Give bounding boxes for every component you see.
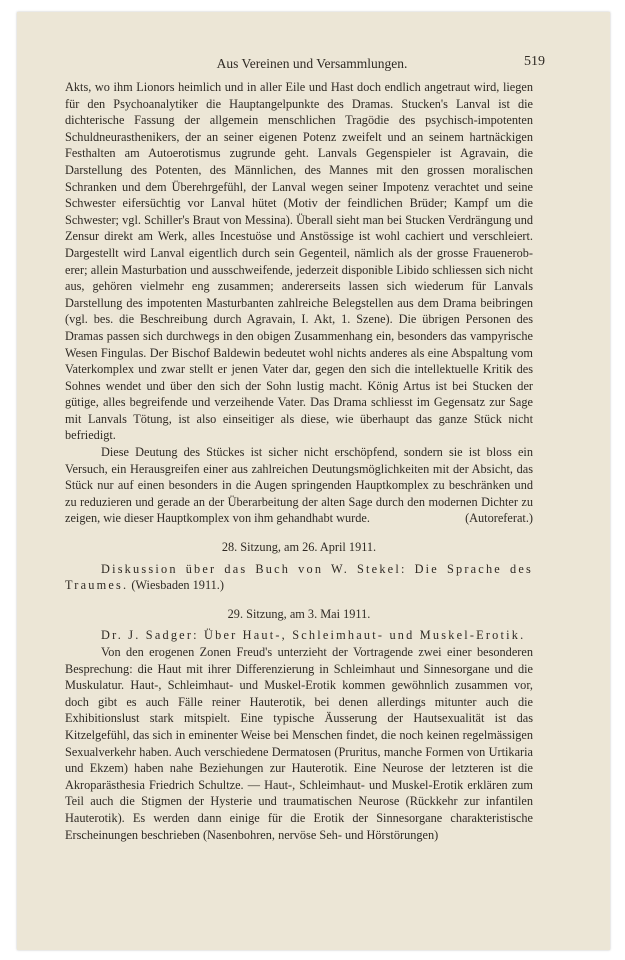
session-28-heading: 28. Sitzung, am 26. April 1911. xyxy=(221,540,377,555)
paragraph-interpretation xyxy=(65,444,533,527)
paragraph-lanval: Akts, wo ihm Lionors heimlich und in aller Eile und Hast doch endlich angetraut wird, liegen für den Psychoanalytiker die Hauptangelpunkte des Dramas. Stucken's Lanval ist die dichterische Fassung der allgemein menschlichen Tragödie des psychisch-impotenten Schuldneurasthenikers, der an seiner eigenen Potenz zweifelt und an seinem hartnäckigen Festhalten am Autoerotismus zugrunde geht. Lanvals Gegenspieler ist Agravain, die Darstellung des Potenten, des Männlichen, des Mannes mit den grossen moralischen Schranken und dem Überehrgefühl, der Lanval wegen seiner Impotenz verachtet und seine Schwester eifersüchtig vor Lanval hütet (Motiv der feindlichen Brüder; Kampf um die Schwester; vgl. Schiller's Braut von Messina). Überall sieht man bei Stucken Verdrängung und Zensur direkt am Werk, alles Incestuöse und Anstössige ist wohl cachiert und verschleiert. Dargestellt wird Lanval eigentlich durch sein Gegenteil, nämlich als der grosse Fraueneroberer; allein Masturbation und ausschweifende, jederzeit disponible Libido schliessen sich nicht aus, gehören vielmehr eng zusammen; andererseits lassen sich wiederum für Lanvals Darstellung des impotenten Masturbanten zahlreiche Belegstellen aus dem Drama beibringen (vgl. bes. die Beschreibung durch Agravain, I. Akt, 1. Szene). Die übrigen Personen des Dramas passen sich durchwegs in den obigen Zusammenhang ein, besonders das vampyrische Wesen Fingulas. Der Bischof Baldewin bedeutet wohl nichts anderes als eine Abspaltung vom Vaterkomplex und zwar stellt er jenen Vater dar, gegen den sich die intellektuelle Kritik des Sohnes wendet und über den sich der Sohn lustig macht. König Artus ist bei Stucken der gütige, alles begreifende und verzeihende Vater. Das Drama schliesst im Gegensatz zur Sage mit Lanvals Tötung, ist also einseitiger als diese, wie überhaupt das ganze Stück nicht befriedigt. xyxy=(65,80,533,443)
session-28-discussion xyxy=(65,561,533,594)
page-body xyxy=(65,79,533,843)
running-header xyxy=(79,54,545,76)
paragraph-interpretation-text: Diese Deutung des Stückes ist sicher nicht erschöpfend, sondern sie ist bloss ein Versuch, ein Herausgreifen einer aus zahlreichen Deutungsmöglichkeiten mit der Absicht, das Stück nur auf einen besonders in die Augen springenden Hauptkomplex zu beschränken und zu reduzieren und gerade an der Überarbeitung der alten Sage durch den modernen Dichter zu zeigen, wie dieser Hauptkomplex von ihm gehandhabt wurde. xyxy=(65,445,533,526)
session-28-publisher: (Wiesbaden 1911.) xyxy=(128,578,224,593)
session-29-summary: Von den erogenen Zonen Freud's unterzieht der Vortragende zwei einer besonderen Besprechung: die Haut mit ihrer Differenzierung in Schleimhaut und Sinnesorgane und die Muskulatur. Haut-, Schleimhaut- und Muskel-Erotik kommen gewöhnlich zusammen vor, doch gibt es auch Fälle reiner Hauterotik, bei denen allerdings mitunter auch die Exhibitionslust stark mitspielt. Eine typische Äusserung der Hautsexualität ist das Kitzelgefühl, das sich in eminenter Weise bei Menschen findet, die noch keinen regelmässigen Sexualverkehr haben. Auch verschiedene Dermatosen (Pruritus, manche Formen von Urtikaria und Ekzem) haben nahe Beziehungen zur Hauterotik. Eine Neurose der letzteren ist die Akroparästhesia Friedrich Schultze. — Haut-, Schleimhaut- und Muskel-Erotik erklären zum Teil auch die Stigmen der Hysterie und traumatischen Neurose (Rückkehr zur infantilen Hauterotik). Es werden dann einige für die Erotik der Sinnesorgane charakteristische Erscheinungen beschrieben (Nasenbohren, nervöse Seh- und Hörstörungen) xyxy=(65,645,533,842)
session-29-lecture-title: Dr. J. Sadger: Über Haut-, Schleimhaut- und Muskel-Erotik. xyxy=(101,628,526,643)
session-29-heading: 29. Sitzung, am 3. Mai 1911. xyxy=(227,606,371,621)
book-page xyxy=(17,12,610,950)
running-title: Aus Vereinen und Versammlungen. xyxy=(216,56,408,71)
session-28-topic: Diskussion über das Buch von W. Stekel: Die Sprache des Traumes. xyxy=(65,561,533,593)
autoreferat-note: (Autoreferat.) xyxy=(465,511,533,526)
page-number: 519 xyxy=(524,54,545,69)
